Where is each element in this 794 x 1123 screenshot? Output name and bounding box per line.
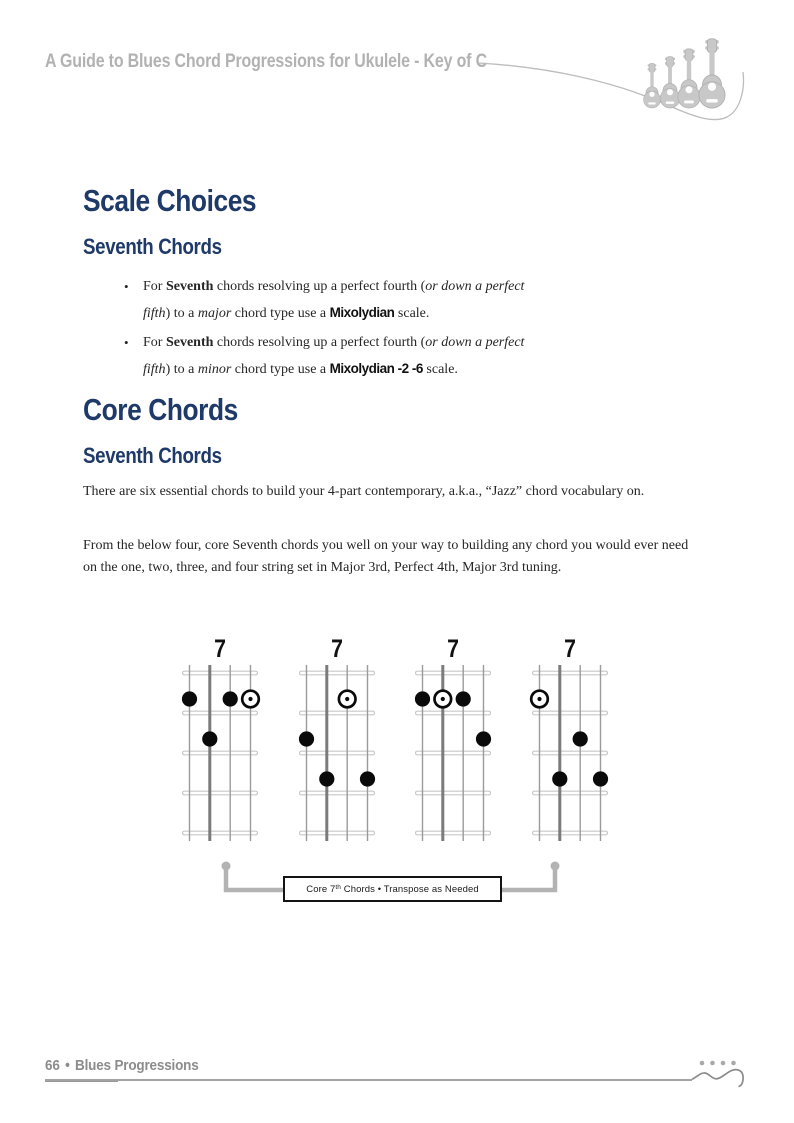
svg-text:7: 7 <box>447 634 459 663</box>
bullet-marker: • <box>124 279 129 294</box>
subheading-seventh-chords-core: Seventh Chords <box>83 443 222 468</box>
footer-label: Blues Progressions <box>75 1057 199 1074</box>
svg-text:7: 7 <box>214 634 226 663</box>
guitar-squiggle-icon <box>690 1050 760 1095</box>
footer-separator: • <box>65 1057 70 1074</box>
ukulele-quartet-icon <box>630 36 750 116</box>
caption-text-pre: Core 7 <box>306 883 336 895</box>
heading-scale-choices: Scale Choices <box>83 183 257 218</box>
chord-caption-box: Core 7 $^{th}$ Chords • Transpose as Needed <box>283 876 502 902</box>
heading-core-chords: Core Chords <box>83 392 238 427</box>
bullet-item: • For Seventh chords resolving up a perfect fourth (or down a perfect fifth) to a minor chord type use a Mixolydian -2 -6 scale. <box>124 330 644 383</box>
svg-text:7: 7 <box>564 634 576 663</box>
page-number: 66 <box>45 1057 60 1074</box>
svg-text:7: 7 <box>331 634 343 663</box>
chord-diagram <box>178 630 262 850</box>
chord-diagram-row <box>0 630 794 865</box>
chord-diagram <box>295 630 379 850</box>
chord-diagram <box>411 630 495 850</box>
bullet-list <box>124 274 644 386</box>
page-footer <box>45 1057 199 1074</box>
bullet-item: • For Seventh chords resolving up a perfect fourth (or down a perfect fifth) to a major chord type use a Mixolydian scale. <box>124 274 644 327</box>
bullet-marker: • <box>124 335 129 350</box>
paragraph-core-seventh: From the below four, core Seventh chords you well on your way to building any chord you would ever need on the one, two, three, and four string set in Major 3rd, Perfect 4th, Major 3rd tuning. <box>83 538 689 575</box>
subheading-seventh-chords-scale: Seventh Chords <box>83 234 222 259</box>
footer-rule <box>45 1079 692 1080</box>
chord-diagram <box>528 630 612 850</box>
page-header-title: A Guide to Blues Chord Progressions for Ukulele - Key of C <box>45 51 487 72</box>
caption-text-post: Chords • Transpose as Needed <box>341 883 479 895</box>
paragraph-essential-chords: There are six essential chords to build your 4-part contemporary, a.k.a., “Jazz” chord vocabulary on. <box>83 484 645 499</box>
